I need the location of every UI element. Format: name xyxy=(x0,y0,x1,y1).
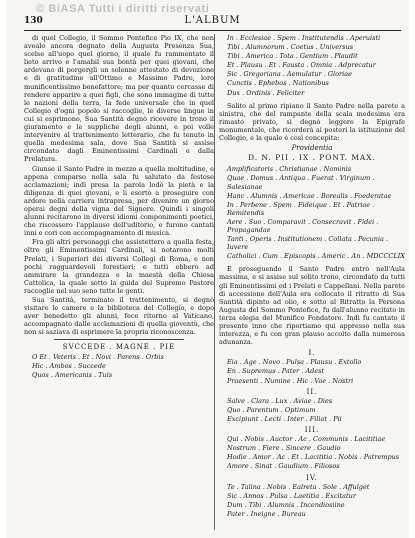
verse-line: Sic . Gregoriana . Aemulatur . Gloriae xyxy=(227,70,352,79)
verse-line: Quos . Americanis . Tuis xyxy=(32,370,113,379)
stanza-numeral: III. xyxy=(304,426,320,435)
verse-line: Tibi . Alumnorum . Coetus . Universus xyxy=(227,43,354,52)
stanza-line: Dum . Tibi . Alumnis . Incendiosiine xyxy=(227,500,345,509)
stanza-numeral: I. xyxy=(308,349,316,358)
left-paragraph: Sua Santità, terminato il trattenimento, si degnò visitare le camere e la biblioteca del Collegio, e dopo aver benedetto gli alunni, fece ritorno al Vaticano, accompagnato dalle acclamazioni di quella gioventù, che non si saziava di esprimere la propria riconoscenza. xyxy=(24,296,214,337)
verse-title: SVCCEDE . MAGNE . PIE xyxy=(62,343,176,352)
stanza-line: Nostrum . Fiere . Sincere . Gaudio xyxy=(227,444,341,453)
stanza-line: Salve . Clara . Lux . Aviae . Dies xyxy=(227,396,333,405)
stanza-line: Pater . Ineigne . Bureau xyxy=(227,509,306,518)
inscription-line: Catholici . Cum . Episcopis . Americ . An . MDCCCLIX xyxy=(227,252,405,261)
inscription-line: Tanti . Operis . Institutionem . Collata . Pecunia . Iuvere xyxy=(227,235,389,252)
stanza-line: Amore . Sinat . Gaudium . Filiosos xyxy=(227,462,340,471)
stanza-line: Hodie . Amor . Ac . Et . Lacititia . Nobis . Patrempus xyxy=(227,453,400,462)
album-page xyxy=(6,0,409,538)
left-paragraph: di quel Collegio, il Sommo Pontefice Pio IX, che non avealo ancora degnato della Augusta Presenza Sua, scelse all'uopo quel giorno, il quale fu rammentato il lieto arrivo e l'amabil sua bontà per quei giovani, che ardevano di porgergli un solenne attestato di devozione e di gratitudine all'Ottimo e Massimo Padre, loro munificentissimo benefattore; ma per quanto cercasse di rendere apparire a quei figli, che sono immagine di tutte le nazioni della terra, la fede universale che in quel Collegio d'ogni popolo si raccoglie, le diverse lingue in cui si esprimono, Sua Santità degnò ricevere in trono il giuramento e le suppliche degli alunni, e poi volle intervenire al trattenimento letterario, che fu tenuto in quella medesima sala, dove Sua Santità si assise circondato dagli Eminentissimi Cardinali e dalla Prelatura. xyxy=(24,34,214,164)
verse-line: Dux . Ordinis . Feliciter xyxy=(227,88,305,97)
right-paragraph: E proseguendo il Santo Padre entrò nell'Aula massima, e si assise sul solito trono, circondato da tutti gli Eminentissimi ed i Prelati e Cappellani. Nella parete di accessione dell'Aula era collocato il ritratto di Sua Santità dipinto ad olio, e sotto al Ritratto la Persona Augusta del Sommo Pontefice, fu dall'alunno recitato in terza elegia del Munifico Fondatore. Indi fu cantato il presente inno che riportiamo qui appresso nella sua interezza, e fu con gran plauso accolto dalla numerosa adunanza. xyxy=(219,265,405,347)
left-column xyxy=(24,34,214,532)
inscription-line: Quae . Domus . Antiqua . Fuerat . Virginum . Salesianae xyxy=(227,174,375,191)
stanza-line: Sic . Annos . Pulsa . Laetitia . Excitatur xyxy=(227,491,356,500)
inscription-line: Amplificatoris . Christianae . Nominis xyxy=(227,165,352,174)
right-column xyxy=(219,34,405,532)
page-number: 130 xyxy=(24,16,43,26)
stanza-line: Praesenti . Numine . Hic . Vae . Nostri xyxy=(227,376,354,385)
verse-line: Tibi . America . Tota . Gentium . Plaudit xyxy=(227,52,358,61)
inscription-heading: Providentia xyxy=(291,144,333,153)
stanza-line: En . Supremus . Pater . Adest xyxy=(227,367,325,376)
copyright-watermark: © BiASA Tutti i diritti riservati xyxy=(36,3,210,15)
stanza-line: Quo . Parentum . Optimum xyxy=(227,405,316,414)
verse-line: Cunctis . Ephebos . Nationibus xyxy=(227,79,329,88)
inscription-dedication: D. N. PII . IX . PONT. MAX. xyxy=(248,153,376,163)
right-paragraph: Salito al primo ripiano il Santo Padre nella parete a sinistra, che del rampante della scala medesima era rimasto privato, si degnò leggere la Epigrafe monumentale, che ricorderà ai posteri la istituzione del Collegio, e la quale è così concepita: xyxy=(219,101,405,143)
section-rule xyxy=(54,339,184,340)
journal-title: L'ALBUM xyxy=(184,15,241,26)
left-paragraph: Giunse il Santo Padre in mezzo a quella moltitudine, e appena comparso nella sala fu salutato da festose acclamazioni; indi presa la parola lodò la pietà e la diligenza di quei giovani, e li esortò a proseguire con ardore nella carriera intrapresa, per divenire un giorno operai degni della vigna del Signore. Quindi i singoli alunni recitarono in diversi idiomi componimenti poetici, che riscossero l'applauso dell'uditorio, e furono cantati inni e cori con accompagnamento di musica. xyxy=(24,164,214,238)
stanza-line: Qui . Nobis . Auctor . Ac . Communis . Lacititiae xyxy=(227,435,386,444)
page-header xyxy=(24,14,401,31)
inscription-line: Hanc . Alumnis . Americae . Borealis . Foederatae xyxy=(227,191,392,200)
verse-line: Et . Plausu . Et . Fausta . Omnia . Adprecatur xyxy=(227,61,376,70)
inscription-line: Aere . Suo . Comparavit . Consecravit . Fidei . Propagandae xyxy=(227,217,379,234)
left-paragraph: Fra gli altri personaggi che assistettero a quella festa, oltre gli Eminentissimi Cardinali, si notarono molti Prelati, i Superiori dei diversi Collegi di Roma, e non pochi ragguardevoli forestieri; e tutti ebbero ad ammirare la grandezza e la maestà della Chiesa Cattolica, la quale sotto la guida del Supremo Pastore raccoglie nel suo seno tutte le genti. xyxy=(24,238,214,295)
stanza-numeral: IV. xyxy=(306,473,318,482)
stanza-line: Te . Talina . Nobis . Ealreta . Sole . Affulget xyxy=(227,482,370,491)
verse-line: Hic . Ambos . Succede xyxy=(32,361,106,370)
stanza-numeral: II. xyxy=(306,387,318,396)
inscription-line: In . Perbene . Spem . Fideique . Et . Patriae . Remitendis xyxy=(227,200,375,217)
verse-line: In . Ecclesiae . Spem . Institutendis . Aperuisti xyxy=(227,34,381,42)
stanza-line: Excipiunt . Lecti . Inter . Filiat . Pii xyxy=(227,414,342,423)
stanza-line: Eia . Age . Novo . Pulsa . Plausu . Extollo xyxy=(227,358,362,367)
verse-line: O Et . Veteris . Et . Novi . Parens . Orbis xyxy=(32,352,164,361)
column-divider xyxy=(214,34,215,530)
